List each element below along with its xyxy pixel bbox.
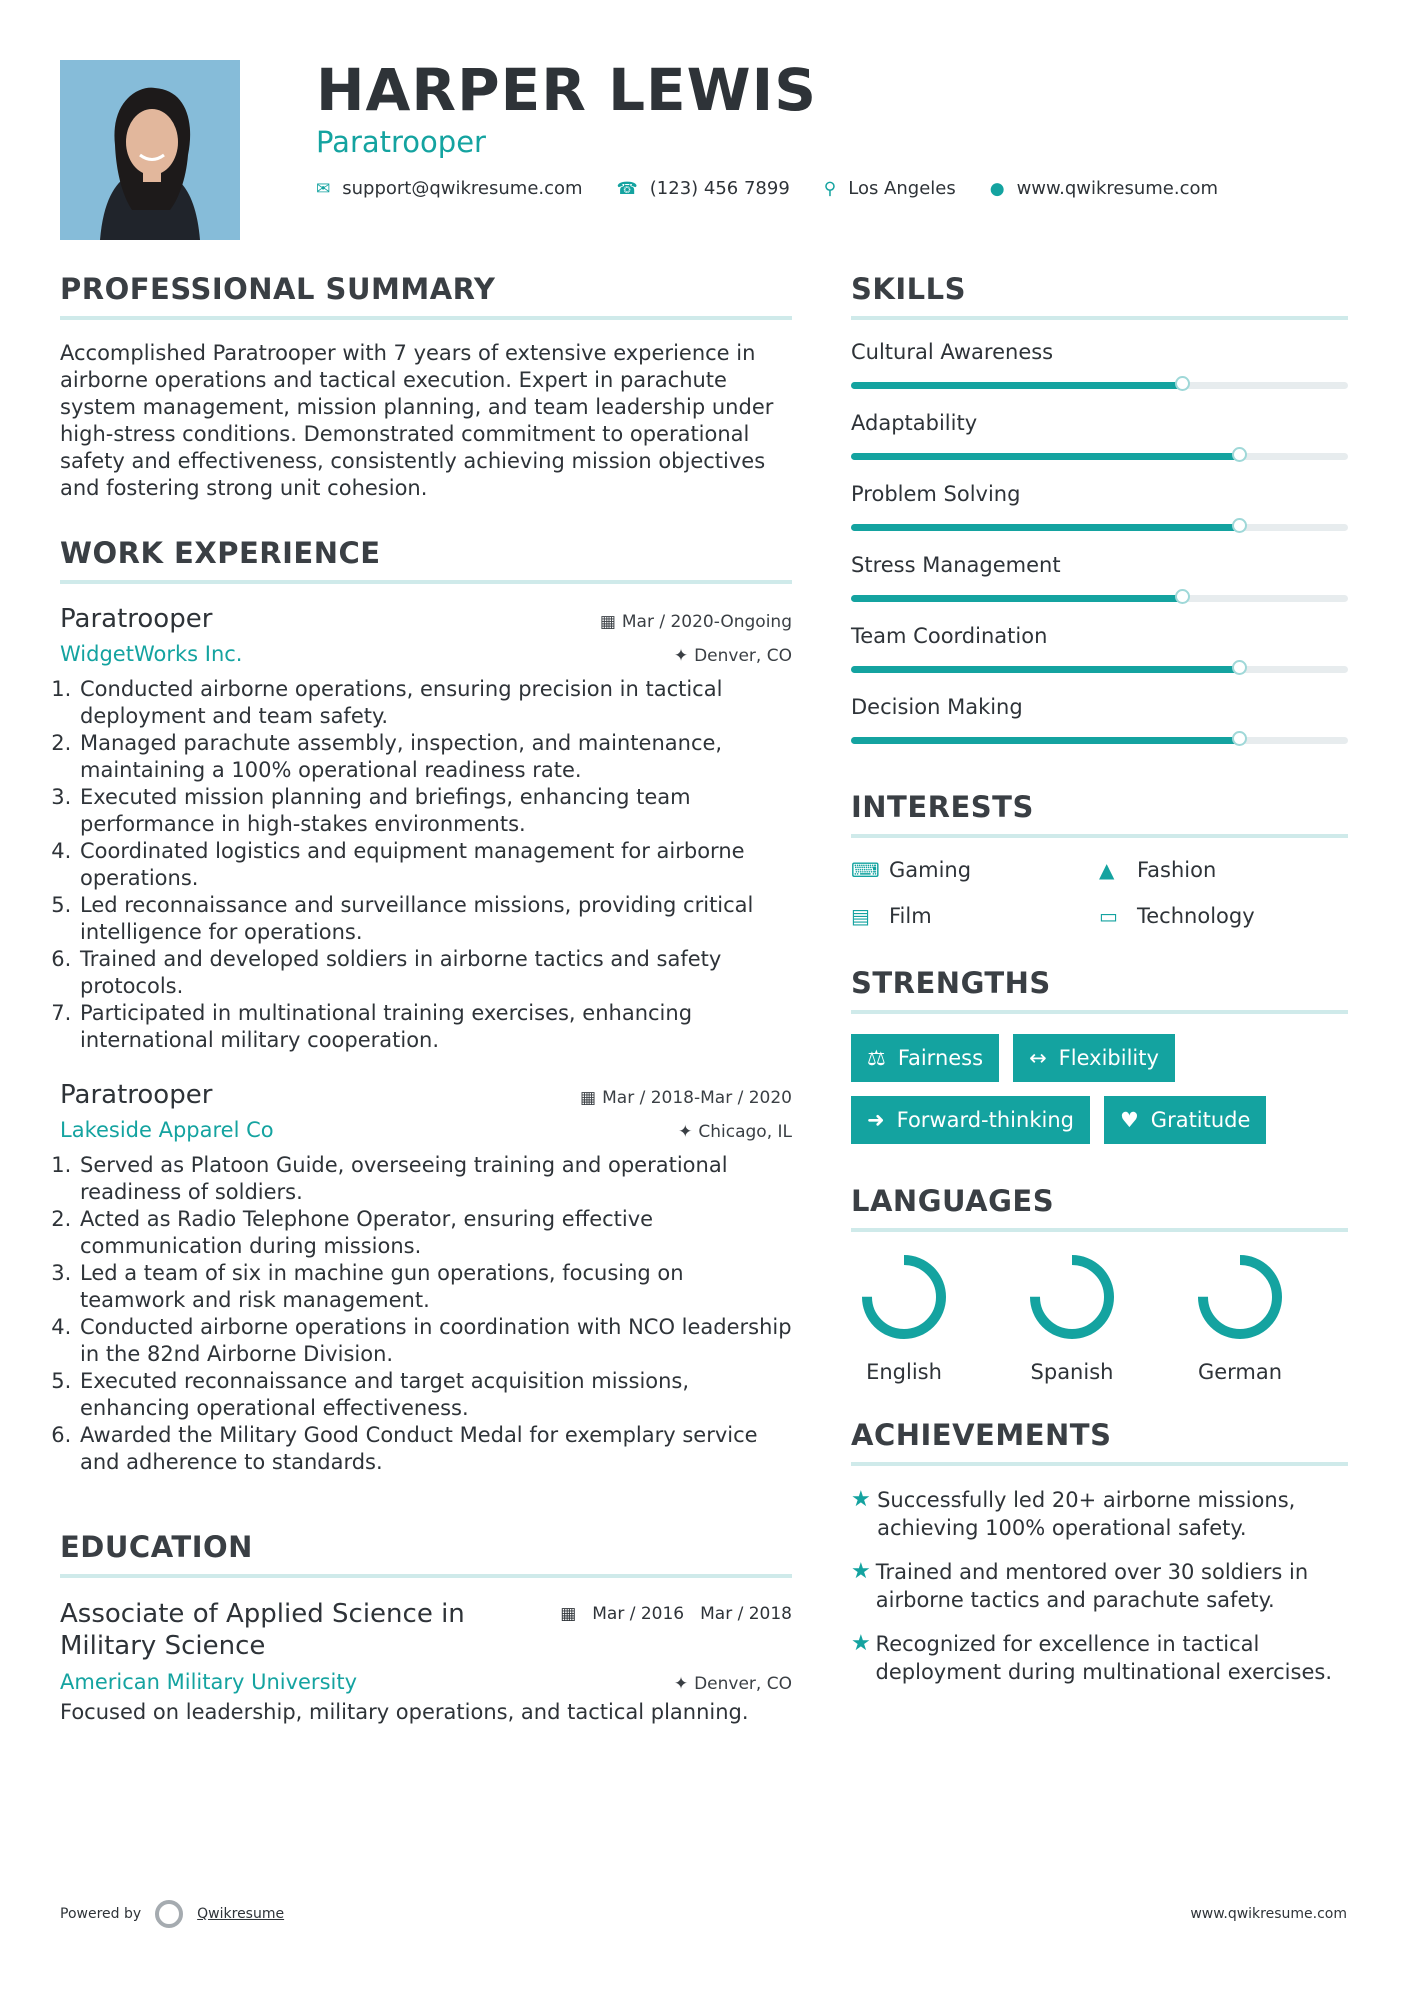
globe-icon: ● xyxy=(989,178,1005,199)
skill-name: Team Coordination xyxy=(851,624,1048,648)
language-item xyxy=(859,1252,949,1384)
job-bullet: 4. Coordinated logistics and equipment management for airborne operations. xyxy=(78,838,792,892)
candidate-role: Paratrooper xyxy=(316,125,486,159)
profile-photo xyxy=(60,60,240,240)
skill-bar-fill xyxy=(851,524,1239,531)
job-title: Paratrooper xyxy=(60,1080,213,1110)
gamepad-icon: ⌨ xyxy=(851,858,880,882)
job-entry xyxy=(60,1080,792,1476)
achievement-item xyxy=(851,1630,1348,1686)
achievement-text: Recognized for excellence in tactical deployment during multinational exercises. xyxy=(875,1632,1332,1684)
skill-bar xyxy=(851,737,1348,744)
interest-label: Fashion xyxy=(1137,858,1217,882)
skill-item xyxy=(851,411,1348,460)
arrow-right-icon: ➜ xyxy=(867,1108,885,1132)
powered-by-label: Powered by xyxy=(60,1906,142,1922)
job-bullet: 2. Acted as Radio Telephone Operator, ensuring effective communication during missions. xyxy=(78,1206,792,1260)
skill-name: Cultural Awareness xyxy=(851,340,1054,364)
language-ring xyxy=(1195,1252,1285,1342)
skill-name: Stress Management xyxy=(851,553,1061,577)
language-name: Spanish xyxy=(1030,1360,1114,1384)
strength-label: Forward-thinking xyxy=(896,1108,1074,1132)
contact-website[interactable]: www.qwikresume.com xyxy=(1016,178,1219,199)
skill-bar-knob xyxy=(1232,447,1247,462)
skill-bar-fill xyxy=(851,595,1182,602)
pin-icon: ✦ xyxy=(678,1122,693,1142)
phone-icon: ☎ xyxy=(616,178,638,199)
skill-name: Problem Solving xyxy=(851,482,1021,506)
job-entry xyxy=(60,604,792,1054)
skills-list xyxy=(851,340,1348,744)
star-icon: ★ xyxy=(851,1631,871,1656)
language-ring xyxy=(1027,1252,1117,1342)
languages-title: LANGUAGES xyxy=(851,1184,1348,1232)
education-description: Focused on leadership, military operations, and tactical planning. xyxy=(60,1700,749,1724)
envelope-icon: ✉ xyxy=(316,178,331,199)
strength-chip xyxy=(851,1034,999,1082)
strength-chip xyxy=(1104,1096,1266,1144)
strengths-list xyxy=(851,1034,1348,1144)
brand-link[interactable]: Qwikresume xyxy=(197,1906,285,1922)
skill-bar-knob xyxy=(1175,376,1190,391)
achievements-list xyxy=(851,1486,1348,1686)
skill-bar-fill xyxy=(851,453,1239,460)
interest-item xyxy=(1099,858,1347,882)
interest-label: Gaming xyxy=(889,858,972,882)
arrows-horizontal-icon: ↔ xyxy=(1029,1046,1047,1070)
skill-item xyxy=(851,624,1348,673)
job-bullet: 5. Led reconnaissance and surveillance missions, providing critical intelligence for operations. xyxy=(78,892,792,946)
footer-website[interactable]: www.qwikresume.com xyxy=(1190,1906,1347,1922)
education-end: Mar / 2018 xyxy=(700,1604,792,1624)
calendar-icon: ▦ xyxy=(560,1604,577,1624)
language-ring-arc xyxy=(1035,1260,1109,1334)
achievement-item xyxy=(851,1558,1348,1614)
summary-text: Accomplished Paratrooper with 7 years of extensive experience in airborne operations and tactical execution. Expert in parachute system management, mission planning, and team leadership under high-stress conditions. Demonstrated commitment to operational safety and effectiveness, consistently achieving mission objectives and fostering strong unit cohesion. xyxy=(60,341,774,500)
strength-chip xyxy=(851,1096,1090,1144)
contact-row xyxy=(316,178,1240,199)
job-location: Denver, CO xyxy=(694,646,792,666)
skill-name: Decision Making xyxy=(851,695,1023,719)
strength-label: Fairness xyxy=(897,1046,984,1070)
job-bullet: 1. Conducted airborne operations, ensuring precision in tactical deployment and team safety. xyxy=(78,676,792,730)
qwikresume-logo-icon xyxy=(155,1900,183,1928)
job-bullet: 6. Trained and developed soldiers in airborne tactics and safety protocols. xyxy=(78,946,792,1000)
job-company: WidgetWorks Inc. xyxy=(60,642,243,666)
language-name: German xyxy=(1197,1360,1283,1384)
skill-bar xyxy=(851,453,1348,460)
strengths-title: STRENGTHS xyxy=(851,966,1348,1014)
education-school: American Military University xyxy=(60,1670,358,1694)
laptop-icon: ▭ xyxy=(1099,904,1118,928)
experience-title: WORK EXPERIENCE xyxy=(60,536,792,584)
interests-list xyxy=(851,858,1348,928)
skill-item xyxy=(851,553,1348,602)
skill-bar-fill xyxy=(851,737,1239,744)
language-name: English xyxy=(866,1360,942,1384)
skills-title: SKILLS xyxy=(851,272,1348,320)
skill-bar-knob xyxy=(1175,589,1190,604)
interest-item xyxy=(851,858,1099,882)
job-bullets xyxy=(60,676,792,1054)
job-bullet: 2. Managed parachute assembly, inspection, and maintenance, maintaining a 100% operational readiness rate. xyxy=(78,730,792,784)
profile-photo-image xyxy=(60,60,240,240)
heart-icon: ♥ xyxy=(1119,1108,1139,1132)
achievement-text: Trained and mentored over 30 soldiers in airborne tactics and parachute safety. xyxy=(875,1560,1309,1612)
achievement-item xyxy=(851,1486,1348,1542)
language-ring-arc xyxy=(1203,1260,1277,1334)
footer-powered-by xyxy=(60,1900,284,1928)
education-title: EDUCATION xyxy=(60,1530,792,1578)
skill-bar-fill xyxy=(851,382,1182,389)
job-bullet: 3. Led a team of six in machine gun operations, focusing on teamwork and risk management. xyxy=(78,1260,792,1314)
strength-label: Gratitude xyxy=(1150,1108,1251,1132)
skill-bar xyxy=(851,595,1348,602)
job-bullet: 3. Executed mission planning and briefings, enhancing team performance in high-stakes environments. xyxy=(78,784,792,838)
job-bullet: 4. Conducted airborne operations in coordination with NCO leadership in the 82nd Airborne Division. xyxy=(78,1314,792,1368)
pin-icon: ✦ xyxy=(673,646,689,666)
shopping-bag-icon: ▲ xyxy=(1099,858,1115,882)
skill-bar xyxy=(851,666,1348,673)
film-icon: ▤ xyxy=(851,904,870,928)
job-title: Paratrooper xyxy=(60,604,213,634)
skill-bar xyxy=(851,524,1348,531)
job-bullet: 6. Awarded the Military Good Conduct Medal for exemplary service and adherence to standards. xyxy=(78,1422,792,1476)
interest-item xyxy=(1099,904,1347,928)
job-company: Lakeside Apparel Co xyxy=(60,1118,274,1142)
star-icon: ★ xyxy=(851,1559,871,1584)
map-marker-icon: ⚲ xyxy=(823,178,837,199)
balance-scale-icon: ⚖ xyxy=(867,1046,886,1070)
achievements-title: ACHIEVEMENTS xyxy=(851,1418,1348,1466)
skill-item xyxy=(851,340,1348,389)
skill-bar xyxy=(851,382,1348,389)
skill-name: Adaptability xyxy=(851,411,978,435)
education-degree: Associate of Applied Science in Military Science xyxy=(60,1599,465,1661)
education-start: Mar / 2016 xyxy=(592,1604,685,1624)
left-column xyxy=(60,272,792,1724)
language-item xyxy=(1027,1252,1117,1384)
language-ring-arc xyxy=(867,1260,941,1334)
contact-phone[interactable]: (123) 456 7899 xyxy=(649,178,790,199)
summary-title: PROFESSIONAL SUMMARY xyxy=(60,272,792,320)
skill-item xyxy=(851,695,1348,744)
job-dates: Mar / 2020-Ongoing xyxy=(621,612,792,632)
interests-title: INTERESTS xyxy=(851,790,1348,838)
job-bullet: 5. Executed reconnaissance and target acquisition missions, enhancing operational effectiveness. xyxy=(78,1368,792,1422)
contact-location: Los Angeles xyxy=(848,178,956,199)
languages-list xyxy=(851,1252,1348,1384)
contact-email[interactable]: support@qwikresume.com xyxy=(342,178,583,199)
job-bullets xyxy=(60,1152,792,1476)
skill-bar-knob xyxy=(1232,731,1247,746)
interest-label: Film xyxy=(889,904,932,928)
job-bullet: 7. Participated in multinational training exercises, enhancing international military cooperation. xyxy=(78,1000,792,1054)
skill-bar-knob xyxy=(1232,660,1247,675)
skill-bar-knob xyxy=(1232,518,1247,533)
language-item xyxy=(1195,1252,1285,1384)
achievement-text: Successfully led 20+ airborne missions, achieving 100% operational safety. xyxy=(877,1488,1296,1540)
language-ring xyxy=(859,1252,949,1342)
calendar-icon: ▦ xyxy=(599,612,616,632)
job-dates: Mar / 2018-Mar / 2020 xyxy=(602,1088,792,1108)
candidate-name: HARPER LEWIS xyxy=(316,56,817,124)
calendar-icon: ▦ xyxy=(580,1088,597,1108)
right-column xyxy=(851,272,1348,1702)
skill-item xyxy=(851,482,1348,531)
star-icon: ★ xyxy=(851,1487,871,1512)
strength-label: Flexibility xyxy=(1058,1046,1159,1070)
education-location: Denver, CO xyxy=(694,1674,792,1694)
pin-icon: ✦ xyxy=(673,1674,689,1694)
job-location: Chicago, IL xyxy=(698,1122,792,1142)
skill-bar-fill xyxy=(851,666,1239,673)
interest-label: Technology xyxy=(1137,904,1255,928)
job-bullet: 1. Served as Platoon Guide, overseeing training and operational readiness of soldiers. xyxy=(78,1152,792,1206)
interest-item xyxy=(851,904,1099,928)
strength-chip xyxy=(1013,1034,1175,1082)
